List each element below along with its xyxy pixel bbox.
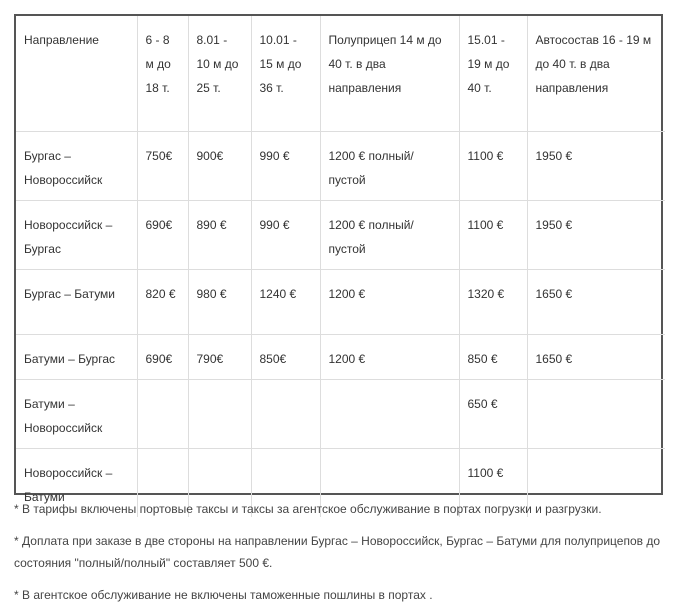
header-direction: Направление: [16, 16, 137, 131]
header-10-15m: 10.01 - 15 м до 36 т.: [251, 16, 320, 131]
tariff-table: [16, 16, 665, 517]
footnote-port-fees: * В тарифы включены портовые таксы и таксы за агентское обслуживание в портах погрузки и разгрузки.: [14, 502, 602, 516]
price-cell: 1200 €: [320, 269, 459, 334]
price-cell: 1650 €: [527, 269, 665, 334]
price-cell: 1100 €: [459, 200, 527, 269]
price-cell: 850€: [251, 334, 320, 379]
price-cell: [527, 379, 665, 448]
price-cell: [320, 379, 459, 448]
price-cell: 1200 € полный/пустой: [320, 200, 459, 269]
price-cell: 990 €: [251, 200, 320, 269]
table-row: [16, 200, 665, 269]
price-cell: 650 €: [459, 379, 527, 448]
price-cell: [188, 379, 251, 448]
price-cell: [137, 379, 188, 448]
table-row: [16, 269, 665, 334]
footnotes: [14, 498, 664, 616]
price-cell: 690€: [137, 334, 188, 379]
price-cell: 1950 €: [527, 200, 665, 269]
footnote-surcharge: * Доплата при заказе в две стороны на направлении Бургас – Новороссийск, Бургас – Батуми для полуприцепов до состояния "полный/полный" составляет 500 €.: [14, 534, 661, 570]
price-cell: 1100 €: [459, 131, 527, 200]
header-8-10m: 8.01 - 10 м до 25 т.: [188, 16, 251, 131]
price-cell: 1650 €: [527, 334, 665, 379]
header-6-8m: 6 - 8 м до 18 т.: [137, 16, 188, 131]
header-semitrailer: Полуприцеп 14 м до 40 т. в два направления: [320, 16, 459, 131]
price-cell: 900€: [188, 131, 251, 200]
price-cell: 790€: [188, 334, 251, 379]
price-cell: 1200 €: [320, 334, 459, 379]
header-15-19m: 15.01 - 19 м до 40 т.: [459, 16, 527, 131]
price-cell: 1100 €: [459, 448, 527, 517]
footnote-customs: * В агентское обслуживание не включены таможенные пошлины в портах .: [14, 588, 433, 602]
table-row: [16, 334, 665, 379]
route-cell: Новороссийск – Бургас: [16, 200, 137, 269]
header-road-train: Автосостав 16 - 19 м до 40 т. в два направления: [527, 16, 665, 131]
price-cell: 1950 €: [527, 131, 665, 200]
price-cell: 750€: [137, 131, 188, 200]
route-cell: Бургас – Новороссийск: [16, 131, 137, 200]
route-cell: Новороссийск – Батуми: [16, 448, 137, 517]
price-cell: 990 €: [251, 131, 320, 200]
price-cell: 1240 €: [251, 269, 320, 334]
price-cell: 850 €: [459, 334, 527, 379]
table-row: [16, 131, 665, 200]
route-cell: Батуми – Бургас: [16, 334, 137, 379]
table-header-row: [16, 16, 665, 131]
tariff-table-container: [14, 14, 663, 504]
price-cell: 820 €: [137, 269, 188, 334]
price-cell: 1320 €: [459, 269, 527, 334]
route-cell: Батуми – Новороссийск: [16, 379, 137, 448]
table-row: [16, 379, 665, 448]
price-cell: 980 €: [188, 269, 251, 334]
price-cell: 890 €: [188, 200, 251, 269]
price-cell: 690€: [137, 200, 188, 269]
price-cell: 1200 € полный/пустой: [320, 131, 459, 200]
price-cell: [251, 379, 320, 448]
route-cell: Бургас – Батуми: [16, 269, 137, 334]
